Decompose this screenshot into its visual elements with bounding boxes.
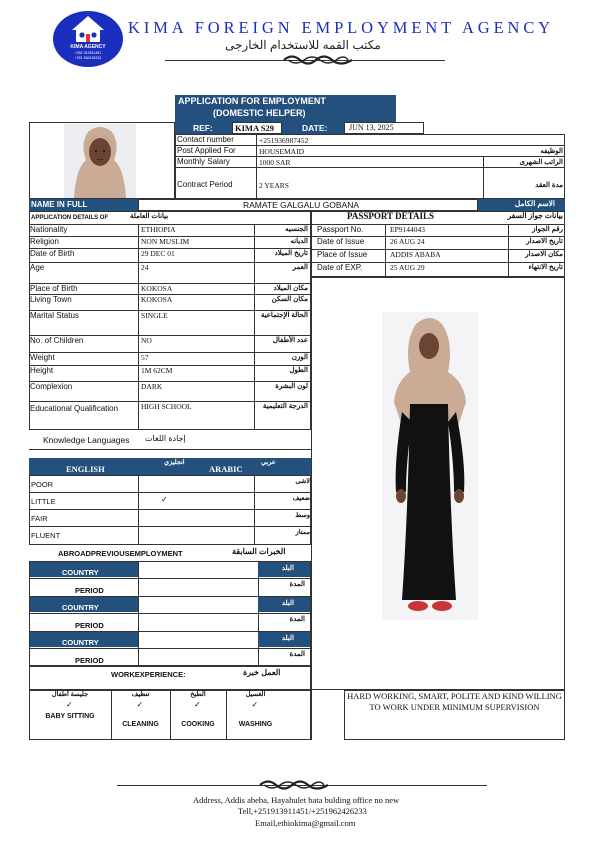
country-arabic: البلد <box>281 635 294 642</box>
period-label: PERIOD <box>75 586 104 595</box>
name-arabic: الاسم الكامل <box>514 199 555 208</box>
language-level-arabic: ضعيف <box>292 495 310 502</box>
form-title-line2: (DOMESTIC HELPER) <box>213 108 306 118</box>
detail-value: 29 DEC 01 <box>141 249 175 258</box>
passport-arabic: تاريخ الانتهاء <box>528 264 563 271</box>
table-rule <box>111 690 112 740</box>
language-level-arabic: ممتاز <box>295 529 310 536</box>
skill-arabic: تنظيف <box>131 691 150 698</box>
salary-value: 1000 SAR <box>259 158 291 167</box>
detail-label: Height <box>30 366 54 375</box>
name-arabic-cell <box>478 199 565 211</box>
table-rule <box>311 690 312 740</box>
passport-title-arabic: بيانات جواز السفر <box>507 211 563 220</box>
detail-value: KOKOSA <box>141 284 173 293</box>
table-rule <box>170 690 171 740</box>
contact-value: +251936987452 <box>259 136 309 145</box>
detail-label: Marital Status <box>30 311 79 320</box>
language-level-label: FAIR <box>31 514 48 523</box>
detail-label: Age <box>30 263 45 272</box>
language-level-arabic: لاشى <box>295 478 310 485</box>
languages-title: Knowledge Languages <box>43 435 130 445</box>
skill-check: ✓ <box>194 700 201 709</box>
table-rule <box>226 690 227 740</box>
name-value: RAMATE GALGALU GOBANA <box>243 200 360 210</box>
languages-table <box>29 475 311 545</box>
detail-arabic: الوزن <box>291 354 308 361</box>
ref-label-cell <box>175 122 232 134</box>
detail-arabic: عدد الأطفال <box>272 337 308 344</box>
form-title-line1: APPLICATION FOR EMPLOYMENT <box>178 96 326 106</box>
skill-label: BABY SITTING <box>45 713 95 720</box>
table-rule <box>29 648 311 649</box>
skill-arabic: الطبخ <box>190 691 206 698</box>
period-label: PERIOD <box>75 621 104 630</box>
country-arabic: البلد <box>281 600 294 607</box>
form-title-band <box>175 95 396 122</box>
experience-title-arabic: العمل خبرة <box>243 668 281 677</box>
name-label-cell <box>29 199 138 211</box>
table-rule <box>29 578 311 579</box>
detail-value: SINGLE <box>141 311 168 320</box>
passport-label: Date of EXP. <box>317 263 363 272</box>
footer-tel: Tell,+251913911451/+251962426233 <box>238 806 367 816</box>
arabic-label: ARABIC <box>209 464 243 474</box>
arabic-arabic: عربي <box>261 459 276 466</box>
table-rule <box>29 526 311 527</box>
passport-value: EP9144043 <box>390 225 426 234</box>
contract-value: 2 YEARS <box>259 181 289 190</box>
detail-arabic: لون البشرة <box>275 383 308 390</box>
skill-label: CLEANING <box>122 721 159 728</box>
date-label-cell <box>282 122 344 134</box>
skill-arabic: الغسيل <box>245 691 266 698</box>
table-rule <box>29 262 311 263</box>
skill-label: WASHING <box>238 721 273 728</box>
period-arabic: المدة <box>289 616 305 623</box>
passport-label: Place of Issue <box>317 250 368 259</box>
detail-arabic: الطول <box>289 367 308 374</box>
period-arabic: المدة <box>289 651 305 658</box>
table-rule <box>29 492 311 493</box>
detail-label: Living Town <box>30 295 72 304</box>
country-arabic: البلد <box>281 565 294 572</box>
abroad-title-arabic: الخبرات السابقة <box>232 547 286 556</box>
abroad-title: ABROADPREVIOUSEMPLOYMENT <box>58 549 183 558</box>
passport-label: Passport No. <box>317 225 364 234</box>
country-arabic-cell <box>258 597 310 612</box>
passport-value: 26 AUG 24 <box>390 237 425 246</box>
detail-label: Religion <box>30 237 59 246</box>
detail-value: NON MUSLIM <box>141 237 190 246</box>
detail-arabic: الحالة الإجتماعية <box>260 312 308 319</box>
detail-value: DARK <box>141 382 163 391</box>
name-value-cell <box>138 199 478 211</box>
footer-address: Address, Addis abeba, Hayahulet bata bulding office no new <box>193 795 400 805</box>
detail-value: 24 <box>141 263 149 272</box>
post-label: Post Applied For <box>177 146 236 155</box>
logo-phone-1: +251 913911451 <box>74 51 102 55</box>
detail-label: No. of Children <box>30 336 84 345</box>
english-label: ENGLISH <box>66 464 105 474</box>
languages-header <box>29 458 311 475</box>
detail-value: 57 <box>141 353 149 362</box>
ornament-top <box>282 53 354 67</box>
passport-label: Date of Issue <box>317 237 365 246</box>
agency-logo <box>52 10 124 68</box>
skill-label: COOKING <box>181 721 215 728</box>
passport-arabic: تاريخ الاصدار <box>526 238 563 245</box>
language-level-label: FLUENT <box>31 531 61 540</box>
english-level-check: ✓ <box>161 495 168 504</box>
ref-label: REF: <box>193 123 213 133</box>
detail-value: 1M 62CM <box>141 366 173 375</box>
country-label: COUNTRY <box>62 568 99 577</box>
date-value: JUN 13, 2025 <box>349 123 394 132</box>
english-arabic: انجليزي <box>164 459 185 466</box>
table-rule <box>29 509 311 510</box>
detail-arabic: مكان السكن <box>271 296 308 303</box>
name-label: NAME IN FULL <box>31 200 88 209</box>
detail-value: KOKOSA <box>141 295 173 304</box>
detail-label: Complexion <box>30 382 73 391</box>
languages-title-arabic: إجادة اللغات <box>145 434 186 443</box>
contract-label: Contract Period <box>177 180 233 189</box>
detail-value: HIGH SCHOOL <box>141 402 192 411</box>
skill-check: ✓ <box>136 700 144 709</box>
period-arabic: المدة <box>289 581 305 588</box>
remarks-text: HARD WORKING, SMART, POLITE AND KIND WILLING TO WORK UNDER MINIMUM SUPERVISION <box>347 691 562 712</box>
detail-arabic: الدرجة التعليمية <box>262 403 308 410</box>
footer-email: Email,ethiokima@gmail.com <box>255 818 356 828</box>
experience-title: WORKEXPERIENCE: <box>111 670 186 679</box>
app-details-label: APPLICATION DETAILS OF <box>31 215 109 221</box>
headshot-photo <box>64 124 136 198</box>
logo-phone-2: +251 962426233 <box>74 56 102 60</box>
language-level-label: POOR <box>31 480 54 489</box>
ornament-bottom <box>258 778 330 792</box>
language-level-label: LITTLE <box>31 497 56 506</box>
language-level-arabic: وسط <box>295 512 310 519</box>
date-label: DATE: <box>302 123 328 133</box>
ref-value: KIMA S29 <box>235 123 274 133</box>
detail-label: Date of Birth <box>30 249 75 258</box>
detail-arabic: الجنسيه <box>285 226 308 233</box>
detail-label: Place of Birth <box>30 284 78 293</box>
logo-text: KIMA AGENCY <box>70 44 106 50</box>
passport-arabic: مكان الاصدار <box>525 251 563 258</box>
salary-arabic: الراتب الشهرى <box>519 159 563 166</box>
agency-title-arabic: مكتب القمه للاستخدام الخارجى <box>225 38 381 52</box>
passport-value: 25 AUG 29 <box>390 263 425 272</box>
detail-value: ETHIOPIA <box>141 225 176 234</box>
country-arabic-cell <box>258 562 310 577</box>
ref-value-cell <box>232 122 282 134</box>
detail-arabic: تاريخ الميلاد <box>274 250 308 257</box>
detail-arabic: مكان الميلاد <box>273 285 308 292</box>
contact-label: Contact number <box>177 135 234 144</box>
skill-check: ✓ <box>251 700 259 709</box>
passport-value: ADDIS ABABA <box>390 250 441 259</box>
full-body-photo <box>382 312 478 620</box>
table-rule <box>29 613 311 614</box>
table-rule <box>29 352 311 353</box>
country-label: COUNTRY <box>62 603 99 612</box>
contract-arabic: مدة العقد <box>535 182 563 189</box>
skill-arabic: جليسة أطفال <box>51 691 89 698</box>
post-arabic: الوظيفه <box>540 148 563 155</box>
detail-arabic: الديانه <box>290 238 308 245</box>
passport-arabic: رقم الجواز <box>532 226 563 233</box>
detail-label: Educational Qualification <box>30 404 119 413</box>
country-label-cell <box>30 597 138 612</box>
country-label-cell <box>30 562 138 577</box>
detail-arabic: العمر <box>292 264 308 271</box>
salary-label: Monthly Salary <box>177 157 230 166</box>
country-label: COUNTRY <box>62 638 99 647</box>
country-arabic-cell <box>258 632 310 647</box>
agency-title: KIMA FOREIGN EMPLOYMENT AGENCY <box>128 18 555 37</box>
app-details-arabic: بيانات العاملة <box>130 213 169 220</box>
post-value: HOUSEMAID <box>259 147 304 156</box>
detail-label: Nationality <box>30 225 68 234</box>
skill-check: ✓ <box>66 700 73 709</box>
detail-value: NO <box>141 336 152 345</box>
date-value-cell <box>344 122 424 134</box>
country-label-cell <box>30 632 138 647</box>
period-label: PERIOD <box>75 656 104 665</box>
passport-title: PASSPORT DETAILS <box>347 211 434 221</box>
detail-label: Weight <box>30 353 55 362</box>
